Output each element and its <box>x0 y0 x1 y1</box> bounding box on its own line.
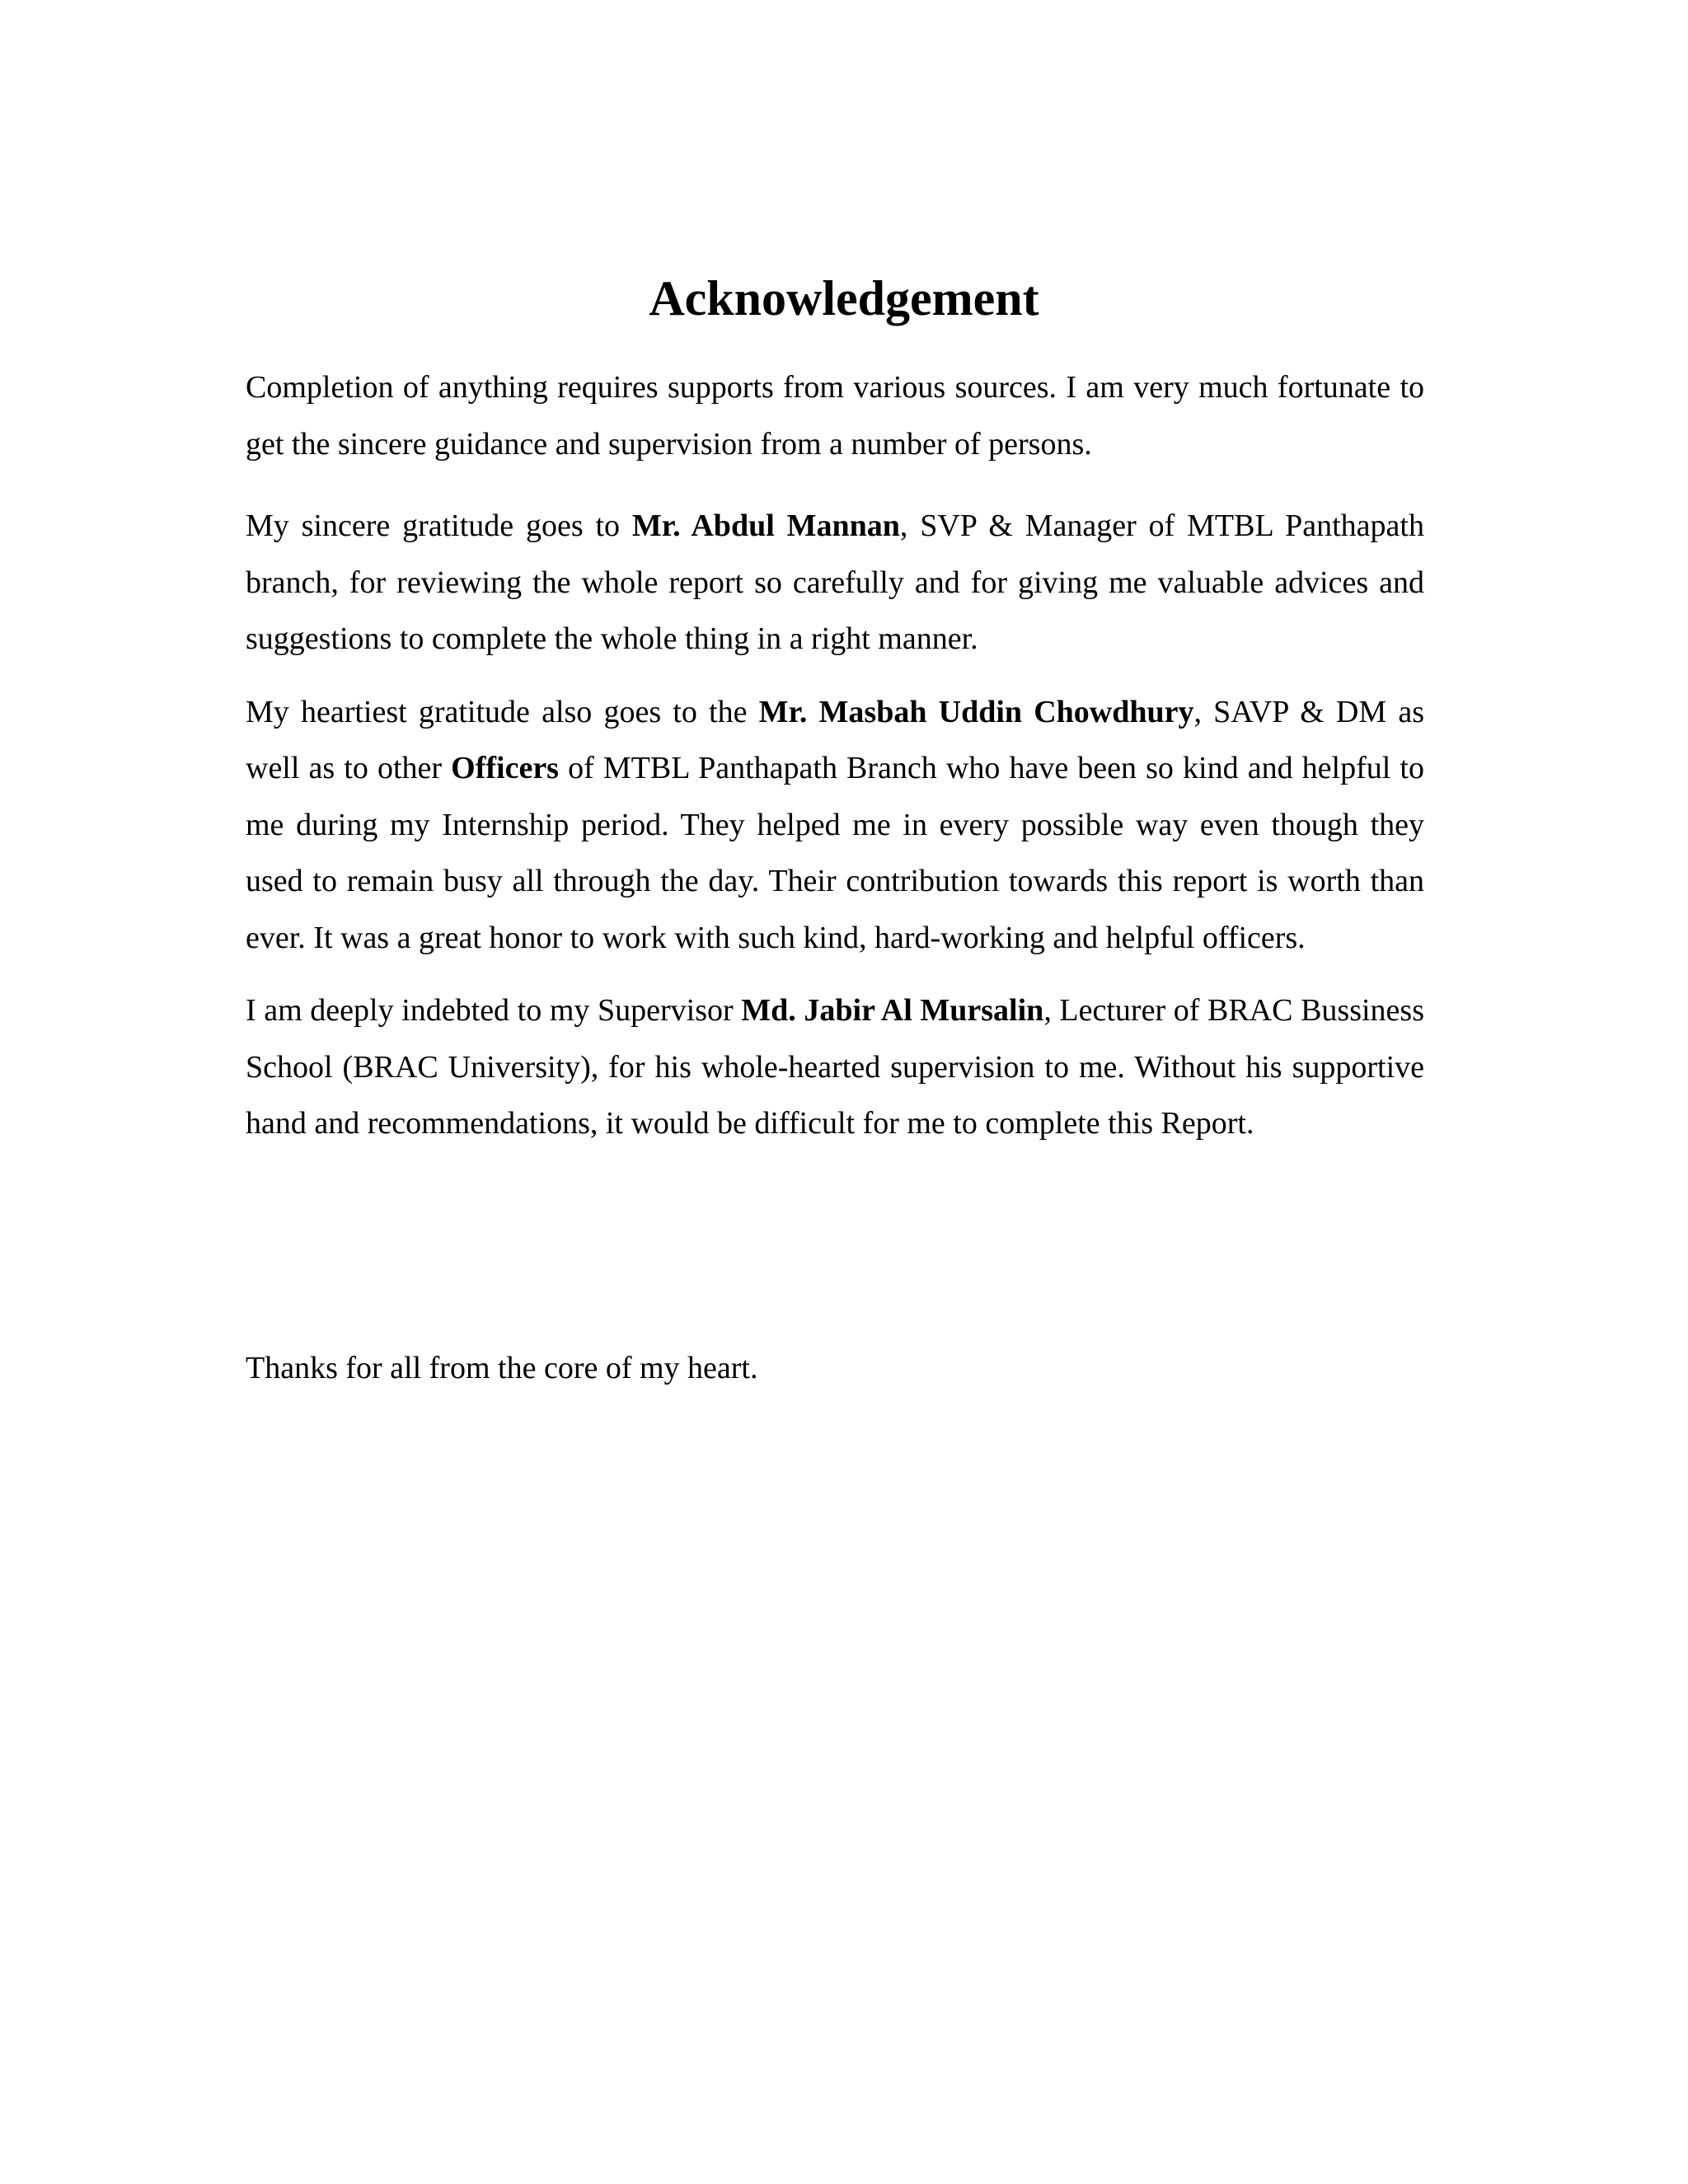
person-name-supervisor: Md. Jabir Al Mursalin <box>741 993 1044 1028</box>
officers-label: Officers <box>451 751 559 785</box>
paragraph-supervisor-thanks <box>246 982 1424 1152</box>
person-name-manager: Mr. Abdul Mannan <box>631 509 900 543</box>
paragraph-intro: Completion of anything requires supports from various sources. I am very much fortunate to get the sincere guidance and supervision from a number of persons. <box>246 370 1424 462</box>
paragraph-text: My sincere gratitude goes to <box>246 509 632 543</box>
paragraph-officers-thanks <box>246 684 1424 967</box>
acknowledgement-body <box>246 359 1424 1152</box>
paragraph-text: My heartiest gratitude also goes to the <box>246 694 759 729</box>
person-name-savp: Mr. Masbah Uddin Chowdhury <box>758 694 1194 729</box>
paragraph-manager-thanks <box>246 498 1424 668</box>
paragraph-text: , SAVP & DM as well as to other <box>246 694 1424 785</box>
page-title: Acknowledgement <box>649 271 1039 326</box>
closing-line: Thanks for all from the core of my heart. <box>246 1351 758 1385</box>
paragraph-text: I am deeply indebted to my Supervisor <box>246 993 742 1028</box>
paragraph-text: of MTBL Panthapath Branch who have been so kind and helpful to me during my Internship period. They helped me in every possible way even though they used to remain busy all through the day. Their contribution towards this report is worth than ever. It was a great honor to work with such kind, hard-working and helpful officers. <box>246 751 1424 955</box>
paragraph-text: , Lecturer of BRAC Bussiness School (BRAC University), for his whole-hearted supervision to me. Without his supportive hand and recommendations, it would be difficult for me to complete this Report. <box>246 993 1424 1141</box>
paragraph-text: , SVP & Manager of MTBL Panthapath branch, for reviewing the whole report so carefully and for giving me valuable advices and suggestions to complete the whole thing in a right manner. <box>246 509 1424 656</box>
